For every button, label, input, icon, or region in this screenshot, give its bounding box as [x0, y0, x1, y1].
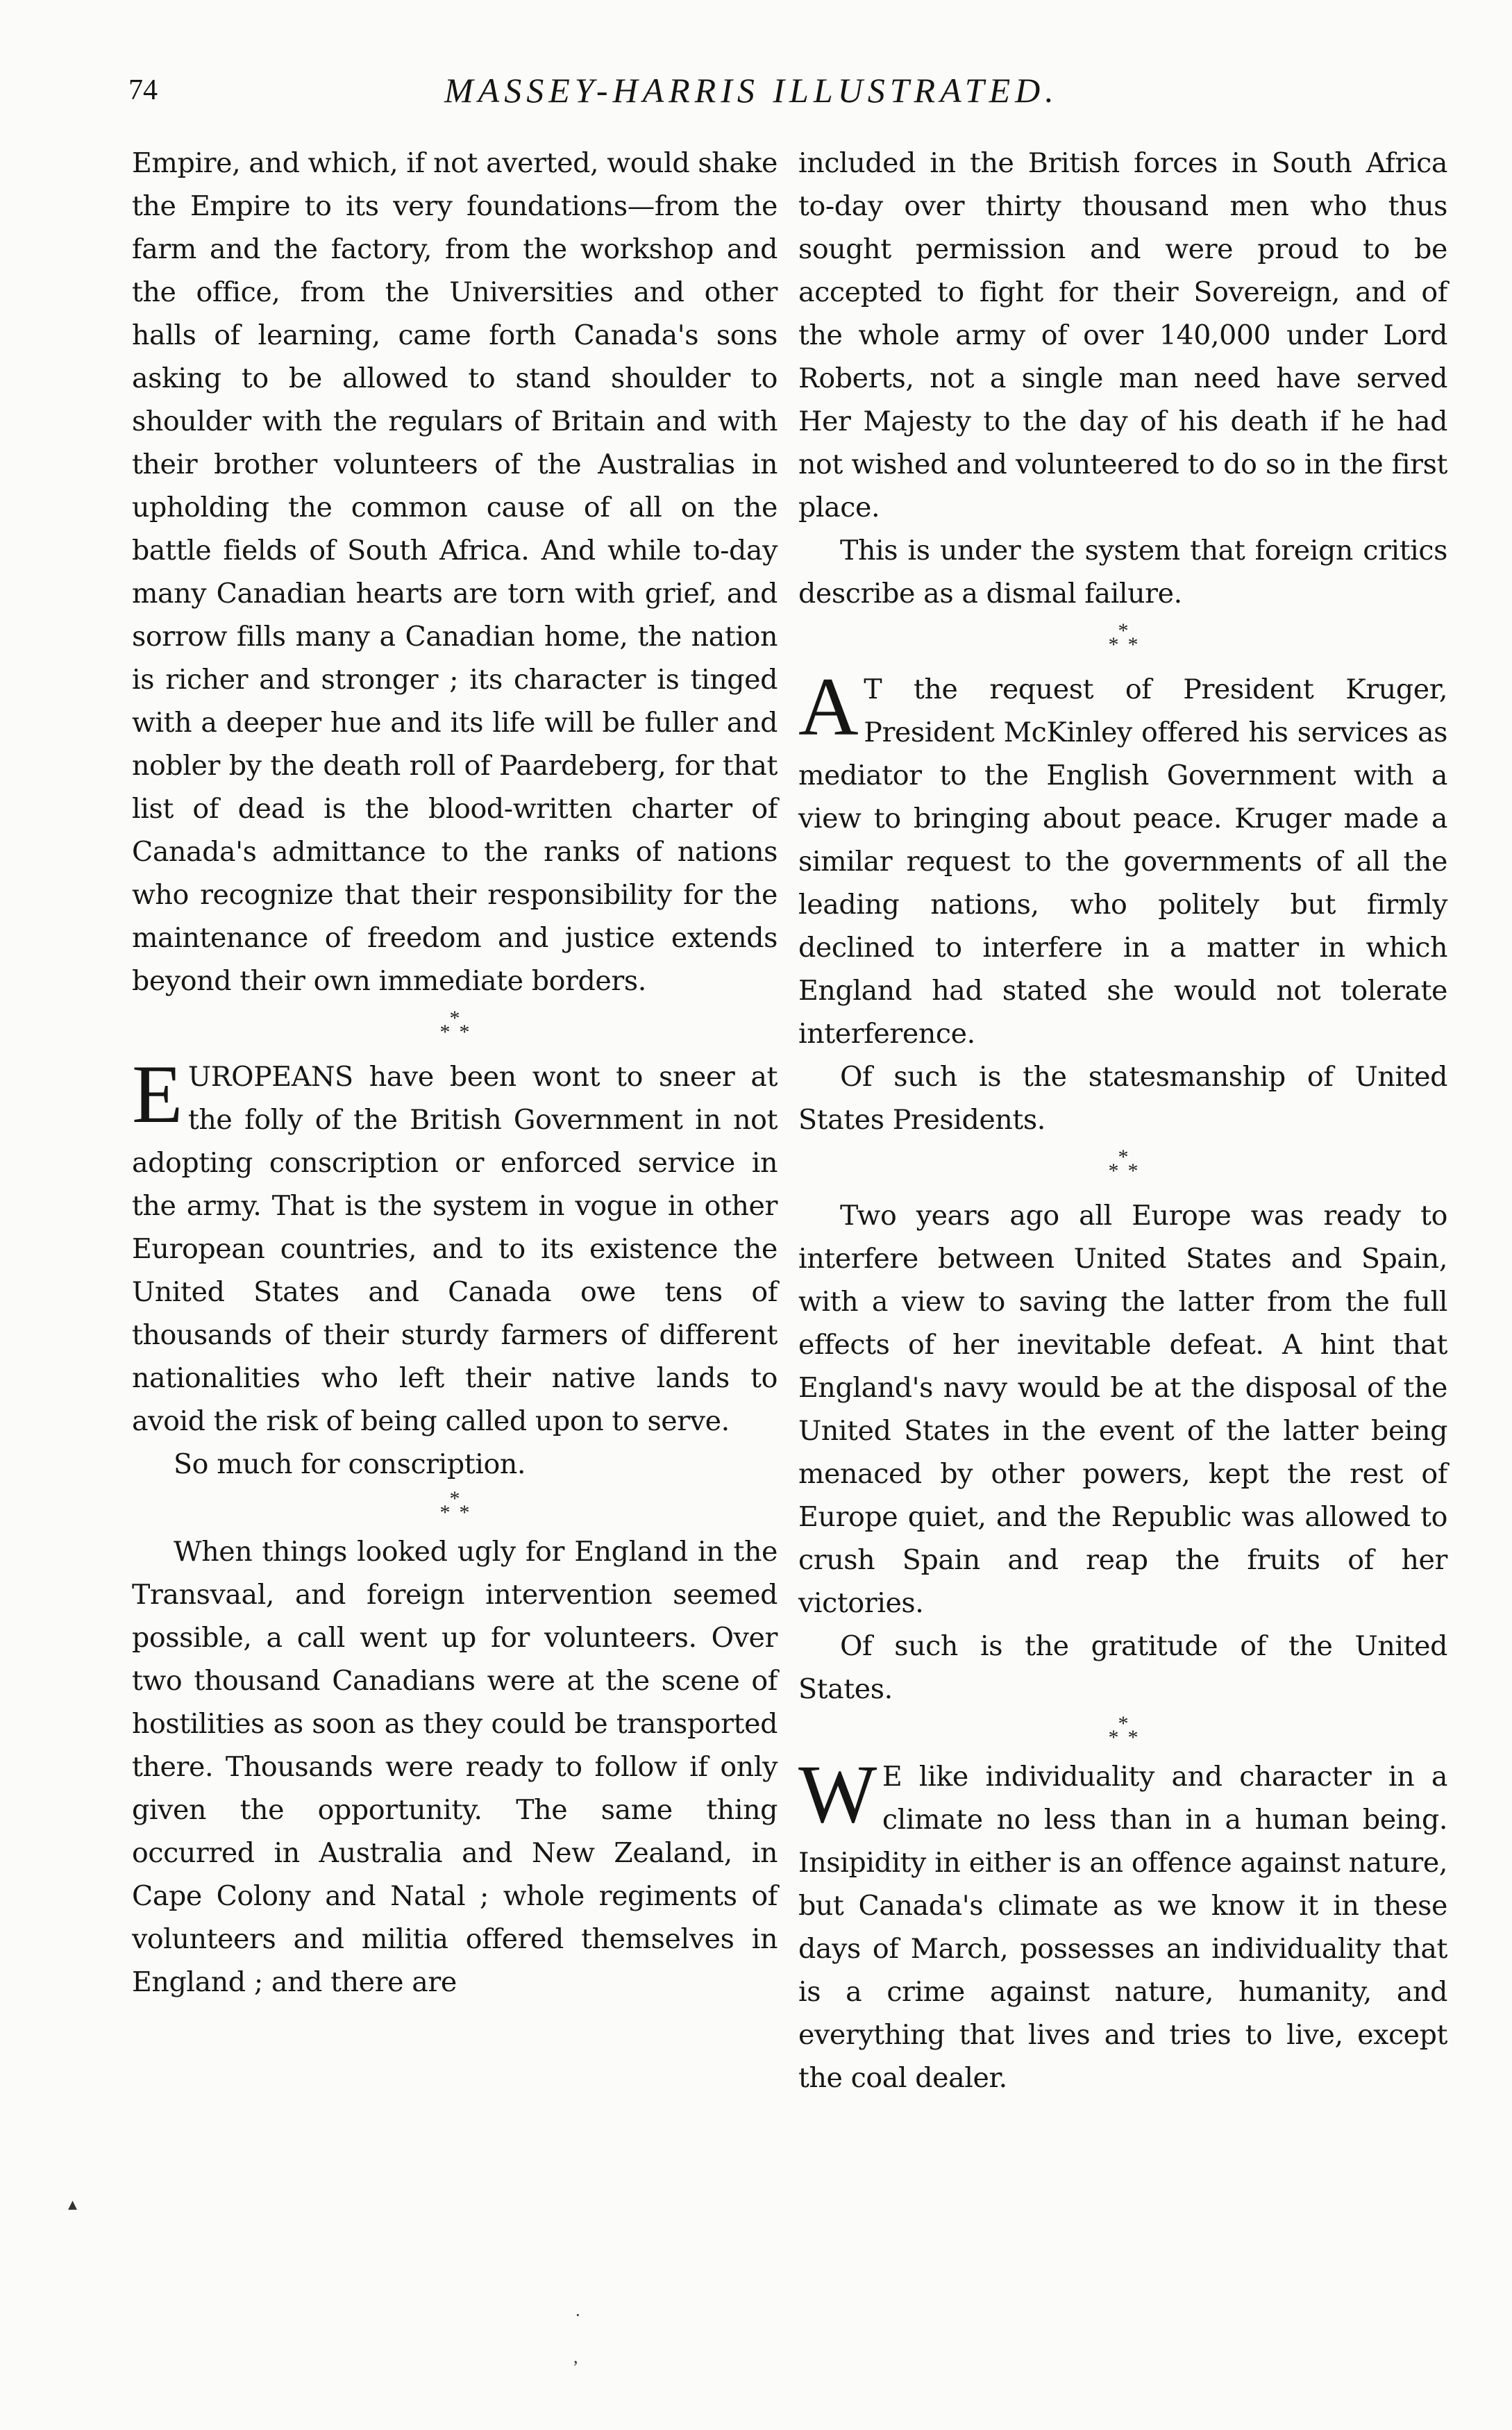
asterism-icon [434, 1490, 476, 1525]
page-number: 74 [128, 74, 158, 106]
running-title: MASSEY-HARRIS ILLUSTRATED. [444, 71, 1059, 110]
lead-word: UROPEANS [187, 1061, 353, 1093]
asterism-icon [1102, 1715, 1144, 1750]
paragraph-europe-spain: Two years ago all Europe was ready to interfere between United States and Spain, with a view to saving the latter from the full effects of her inevitable defeat. A hint that England's navy would be at the disposal of the United States in the event of the latter being menaced by other powers, kept the rest of Europe quiet, and the Republic was allowed to crush Spain and reap the fruits of her victories. [798, 1200, 1447, 1619]
svg-text:*: * [1118, 622, 1128, 642]
svg-text:*: * [449, 1009, 460, 1030]
paragraph-body: like individuality and character in a climate no less than in a human being. Insipidity in either is an offence against nature, but Canada's climate as we know it in these days of March, possesses an individuality that is a crime against nature, humanity, and everything that lives and tries to live, except the coal dealer. [798, 1761, 1447, 2094]
svg-text:*: * [1108, 1159, 1118, 1182]
asterism-divider [132, 1007, 778, 1050]
svg-text:*: * [1118, 1715, 1128, 1735]
drop-cap-e: E [132, 1048, 183, 1140]
svg-text:*: * [449, 1490, 460, 1510]
drop-cap-a: A [798, 660, 859, 753]
asterism-icon [434, 1009, 476, 1044]
asterism-icon [1102, 1148, 1144, 1183]
scan-speck: ▴ [68, 2194, 78, 2214]
asterism-divider [798, 619, 1447, 662]
svg-text:*: * [439, 1501, 451, 1524]
paragraph-body: have been wont to sneer at the folly of the British Government in not adopting conscription or enforced service in the army. That is the system in vogue in other European countries, and to its existence the United States and Canada owe tens of thousands of their sturdy farmers of different nationalities who left their native lands to avoid the risk of being called upon to serve. [132, 1061, 778, 1437]
scan-speck: · [575, 2305, 581, 2325]
paragraph-british-forces: included in the British forces in South Africa to-day over thirty thousand men who thus sought permission and were proud to be accepted to fight for their Sovereign, and of the whole army of over 140,000 under Lord Roberts, not a single man need have served Her Majesty to the day of his death if he had not wished and volunteered to do so in the first place. [798, 147, 1447, 523]
paragraph-transvaal-volunteers: When things looked ugly for England in the Transvaal, and foreign intervention seemed possible, a call went up for volunteers. Over two thousand Canadians were at the scene of hostilities as soon as they could be transported there. Thousands were ready to follow if only given the opportunity. The same thing occurred in Australia and New Zealand, in Cape Colony and Natal ; whole regiments of volunteers and militia offered themselves in England ; and there are [132, 1536, 778, 1998]
paragraph-europeans-conscription [132, 1048, 778, 1443]
paragraph-canada-climate [798, 1748, 1447, 2100]
svg-text:*: * [1127, 633, 1138, 656]
right-column [798, 142, 1447, 2100]
page-header [0, 66, 1512, 115]
asterism-icon [1102, 622, 1144, 657]
svg-text:*: * [1127, 1159, 1138, 1182]
paragraph-conscription-summary: So much for conscription. [174, 1448, 526, 1480]
svg-text:*: * [1108, 633, 1118, 656]
lead-word: T [864, 673, 882, 705]
paragraph-dismal-failure: This is under the system that foreign critics describe as a dismal failure. [798, 535, 1447, 610]
svg-text:*: * [459, 1021, 470, 1044]
asterism-divider [798, 1146, 1447, 1189]
svg-text:*: * [1127, 1726, 1138, 1749]
paragraph-empire-volunteers: Empire, and which, if not averted, would shake the Empire to its very foundations—from the farm and the factory, from the workshop and the office, from the Universities and other halls of learning, came forth Canada's sons asking to be allowed to stand shoulder to shoulder with the regulars of Britain and with their brother volunteers of the Australias in upholding the common cause of all on the battle fields of South Africa. And while to-day many Canadian hearts are torn with grief, and sorrow fills many a Canadian home, the nation is richer and stronger ; its character is tinged with a deeper hue and its life will be fuller and nobler by the death roll of Paardeberg, for that list of dead is the blood-written charter of Canada's admittance to the ranks of nations who recognize that their responsibility for the maintenance of freedom and justice extends beyond their own immediate borders. [132, 147, 778, 997]
drop-cap-w: W [798, 1748, 877, 1840]
paragraph-statesmanship: Of such is the statesmanship of United States Presidents. [798, 1061, 1447, 1136]
lead-word: E [882, 1761, 902, 1793]
left-column [132, 142, 778, 2004]
asterism-divider [798, 1712, 1447, 1752]
svg-text:*: * [1108, 1726, 1118, 1749]
paragraph-body: the request of President Kruger, President McKinley offered his services as mediator to the English Government with a view to bringing about peace. Kruger made a similar request to the governments of all the leading nations, who politely but firmly declined to interfere in a matter in which England had stated she would not tolerate interference. [798, 673, 1447, 1050]
paragraph-kruger-mckinley [798, 660, 1447, 1055]
paragraph-gratitude: Of such is the gratitude of the United States. [798, 1630, 1447, 1705]
scan-speck: , [573, 2347, 578, 2367]
svg-text:*: * [459, 1501, 470, 1524]
svg-text:*: * [439, 1021, 451, 1044]
asterism-divider [132, 1487, 778, 1527]
svg-text:*: * [1118, 1148, 1128, 1168]
